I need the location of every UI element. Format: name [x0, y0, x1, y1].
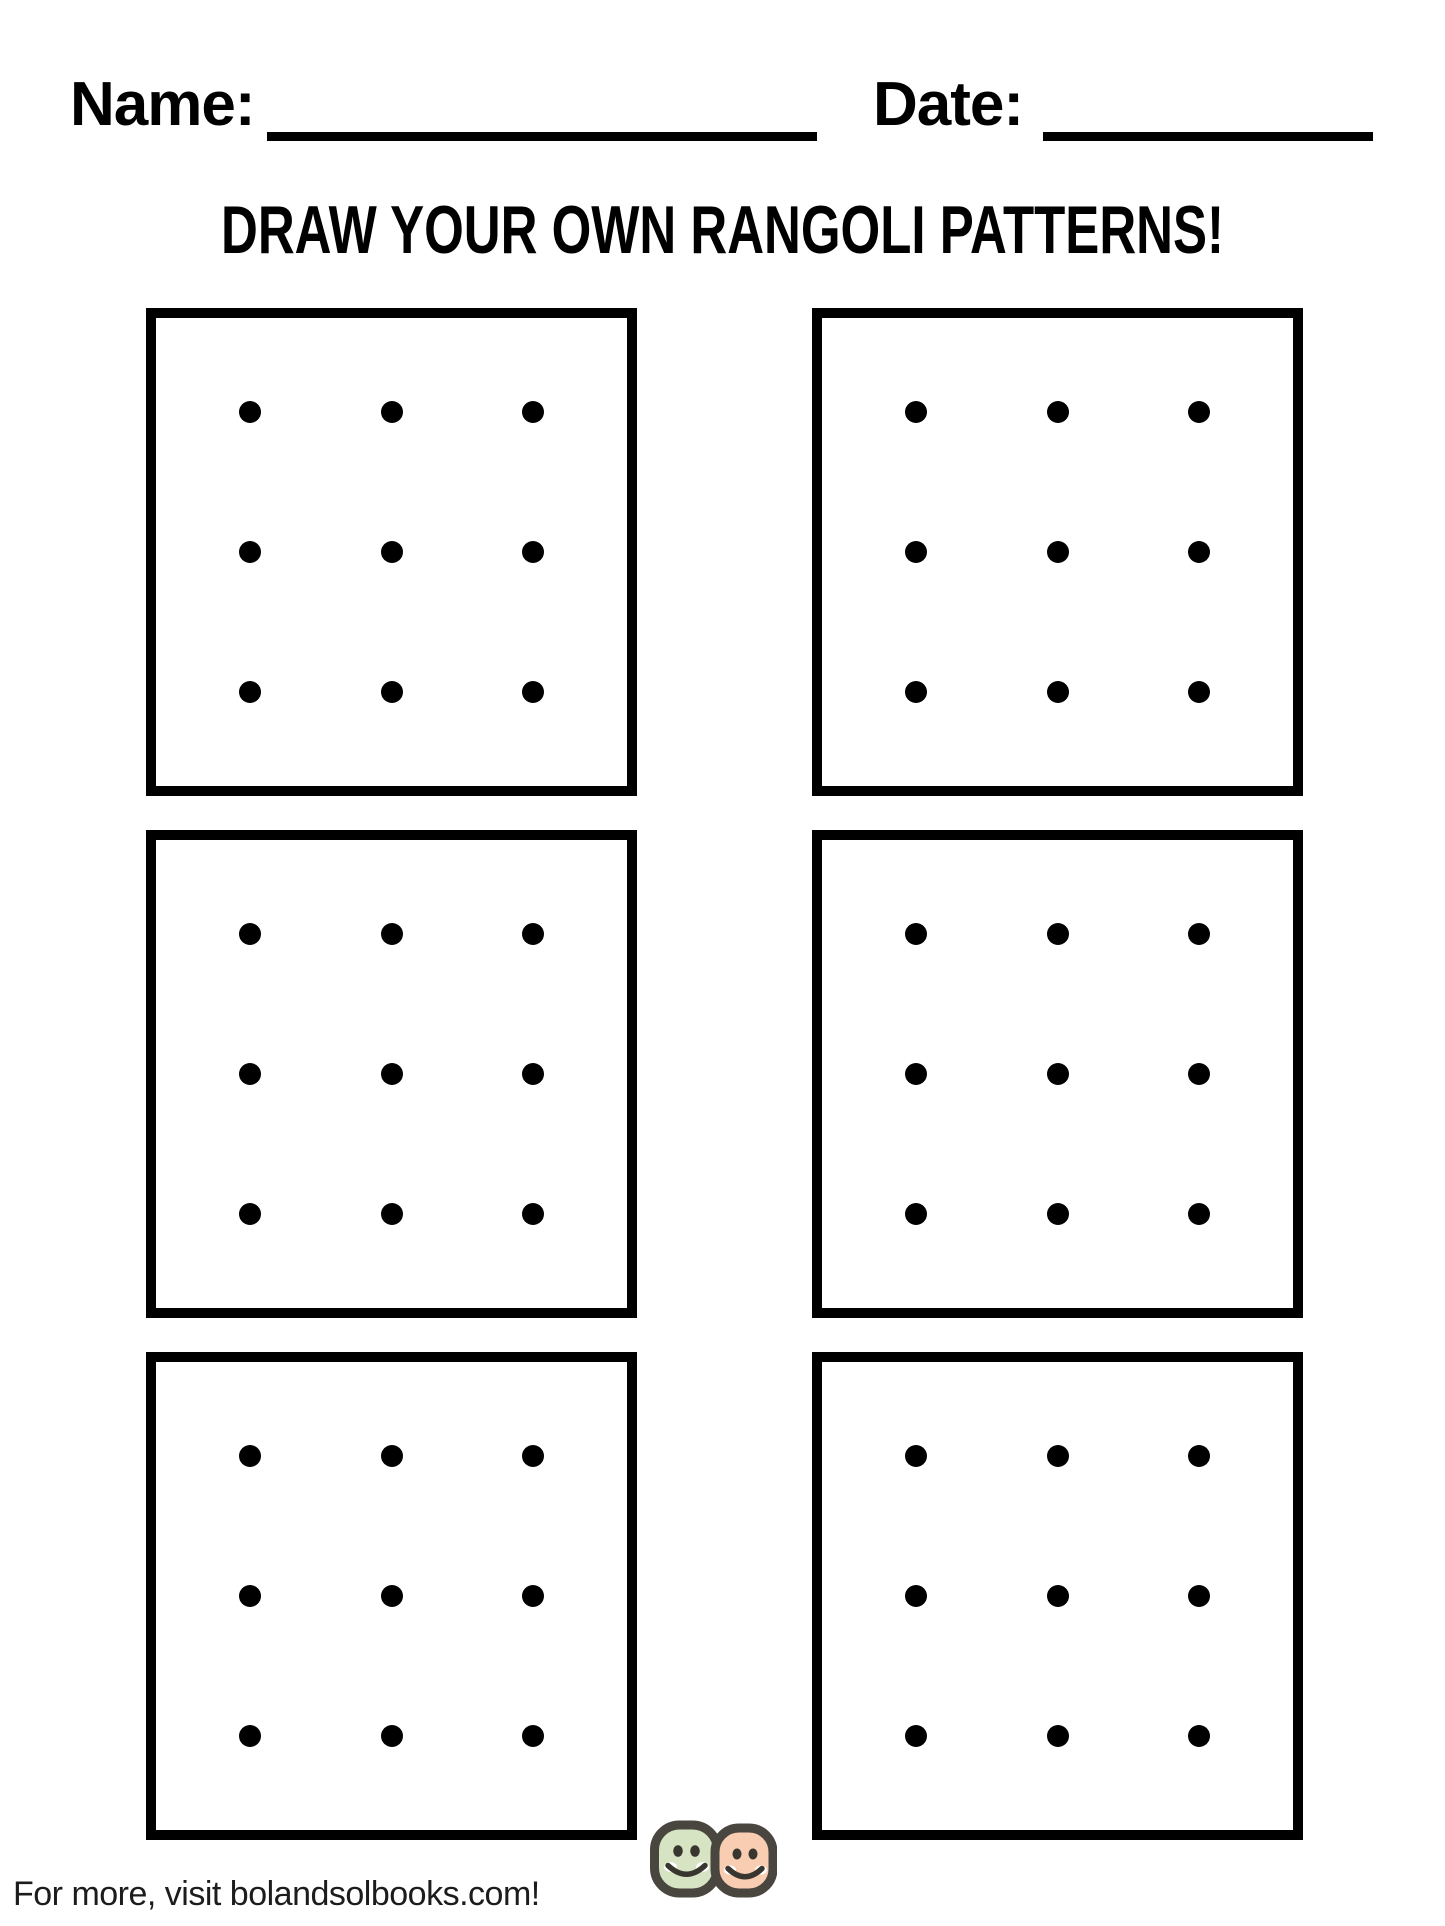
grid-dot	[1047, 1585, 1069, 1607]
grid-dot	[1047, 1063, 1069, 1085]
grid-dot	[381, 1063, 403, 1085]
grid-dot	[1047, 541, 1069, 563]
grid-dot	[1188, 1063, 1210, 1085]
grid-dot	[905, 681, 927, 703]
smiley-faces-logo	[649, 1820, 777, 1898]
name-fill-line	[267, 132, 817, 141]
grid-dot	[239, 1203, 261, 1225]
grid-dot	[239, 1063, 261, 1085]
grid-dot	[522, 1203, 544, 1225]
grid-dot	[522, 1445, 544, 1467]
peach-smiley-icon	[715, 1828, 773, 1893]
grid-dot	[1188, 541, 1210, 563]
green-smiley-icon	[655, 1825, 718, 1893]
grid-dot	[522, 541, 544, 563]
grid-dot	[239, 1725, 261, 1747]
grid-dot	[522, 923, 544, 945]
grid-dot	[522, 1585, 544, 1607]
pattern-box-6	[812, 1352, 1303, 1840]
grid-dot	[905, 1585, 927, 1607]
grid-dot	[239, 681, 261, 703]
page-title: DRAW YOUR OWN RANGOLI PATTERNS!	[221, 192, 1224, 268]
grid-dot	[1188, 681, 1210, 703]
pattern-box-2	[812, 308, 1303, 796]
grid-dot	[1047, 681, 1069, 703]
pattern-box-4	[812, 830, 1303, 1318]
grid-dot	[1188, 923, 1210, 945]
grid-dot	[381, 1203, 403, 1225]
grid-dot	[381, 1585, 403, 1607]
pattern-box-1	[146, 308, 637, 796]
grid-dot	[1188, 1445, 1210, 1467]
grid-dot	[905, 1445, 927, 1467]
grid-dot	[1047, 401, 1069, 423]
grid-dot	[381, 681, 403, 703]
footer-text: For more, visit bolandsolbooks.com!	[13, 1875, 540, 1913]
date-fill-line	[1043, 132, 1373, 141]
grid-dot	[1047, 1203, 1069, 1225]
grid-dot	[522, 681, 544, 703]
grid-dot	[522, 1725, 544, 1747]
grid-dot	[1047, 923, 1069, 945]
pattern-box-5	[146, 1352, 637, 1840]
grid-dot	[239, 1445, 261, 1467]
grid-dot	[1047, 1445, 1069, 1467]
grid-dot	[905, 1203, 927, 1225]
grid-dot	[239, 923, 261, 945]
grid-dot	[1047, 1725, 1069, 1747]
grid-dot	[381, 1725, 403, 1747]
grid-dot	[381, 541, 403, 563]
grid-dot	[905, 1725, 927, 1747]
grid-dot	[1188, 1725, 1210, 1747]
grid-dot	[905, 1063, 927, 1085]
grid-dot	[905, 401, 927, 423]
pattern-box-3	[146, 830, 637, 1318]
grid-dot	[381, 923, 403, 945]
name-label: Name:	[70, 70, 255, 139]
grid-dot	[1188, 401, 1210, 423]
date-label: Date:	[873, 70, 1024, 139]
grid-dot	[239, 1585, 261, 1607]
grid-dot	[905, 541, 927, 563]
grid-dot	[239, 541, 261, 563]
grid-dot	[239, 401, 261, 423]
grid-dot	[1188, 1203, 1210, 1225]
grid-dot	[905, 923, 927, 945]
grid-dot	[381, 1445, 403, 1467]
grid-dot	[522, 1063, 544, 1085]
grid-dot	[522, 401, 544, 423]
grid-dot	[381, 401, 403, 423]
grid-dot	[1188, 1585, 1210, 1607]
